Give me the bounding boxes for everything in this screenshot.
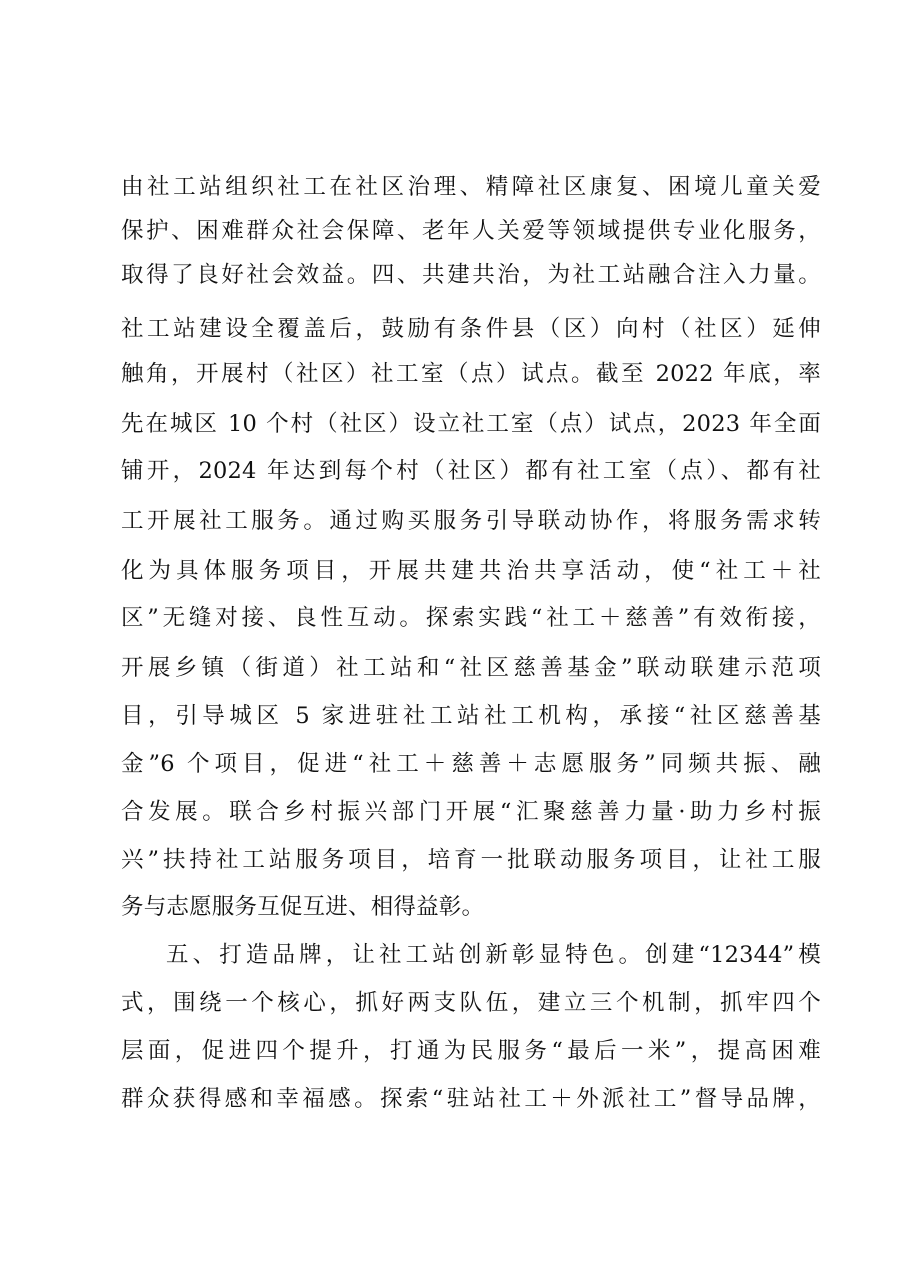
text-line: 金”6 个项目，促进“社工＋慈善＋志愿服务”同频共振、融: [121, 751, 821, 777]
text-line: 由社工站组织社工在社区治理、精障社区康复、困境儿童关爱: [121, 174, 821, 200]
text-line: 工开展社工服务。通过购买服务引导联动协作，将服务需求转: [121, 508, 821, 534]
text-line: 合发展。联合乡村振兴部门开展“汇聚慈善力量·助力乡村振: [121, 799, 821, 825]
text-line: 层面，促进四个提升，打通为民服务“最后一米”，提高困难: [121, 1038, 821, 1064]
text-line: 先在城区 10 个村（社区）设立社工室（点）试点，2023 年全面: [121, 411, 821, 437]
text-line: 取得了良好社会效益。四、共建共治，为社工站融合注入力量。: [121, 262, 821, 288]
text-line: 社工站建设全覆盖后，鼓励有条件县（区）向村（社区）延伸: [121, 316, 821, 342]
text-line: 开展乡镇（街道）社工站和“社区慈善基金”联动联建示范项: [121, 655, 821, 681]
text-line: 触角，开展村（社区）社工室（点）试点。截至 2022 年底，率: [121, 361, 821, 387]
paragraph-start-line: 五、打造品牌，让社工站创新彰显特色。创建“12344”模: [166, 942, 821, 968]
text-line: 兴”扶持社工站服务项目，培育一批联动服务项目，让社工服: [121, 847, 821, 873]
text-line: 区”无缝对接、良性互动。探索实践“社工＋慈善”有效衔接，: [121, 605, 821, 631]
text-line: 务与志愿服务互促互进、相得益彰。: [121, 894, 485, 920]
text-line: 保护、困难群众社会保障、老年人关爱等领域提供专业化服务，: [121, 218, 821, 244]
text-line: 式，围绕一个核心，抓好两支队伍，建立三个机制，抓牢四个: [121, 990, 821, 1016]
text-line: 化为具体服务项目，开展共建共治共享活动，使“社工＋社: [121, 558, 821, 584]
text-line: 铺开，2024 年达到每个村（社区）都有社工室（点）、都有社: [121, 458, 821, 484]
text-line: 目，引导城区 5 家进驻社工站社工机构，承接“社区慈善基: [121, 703, 821, 729]
text-line: 群众获得感和幸福感。探索“驻站社工＋外派社工”督导品牌，: [121, 1086, 821, 1112]
